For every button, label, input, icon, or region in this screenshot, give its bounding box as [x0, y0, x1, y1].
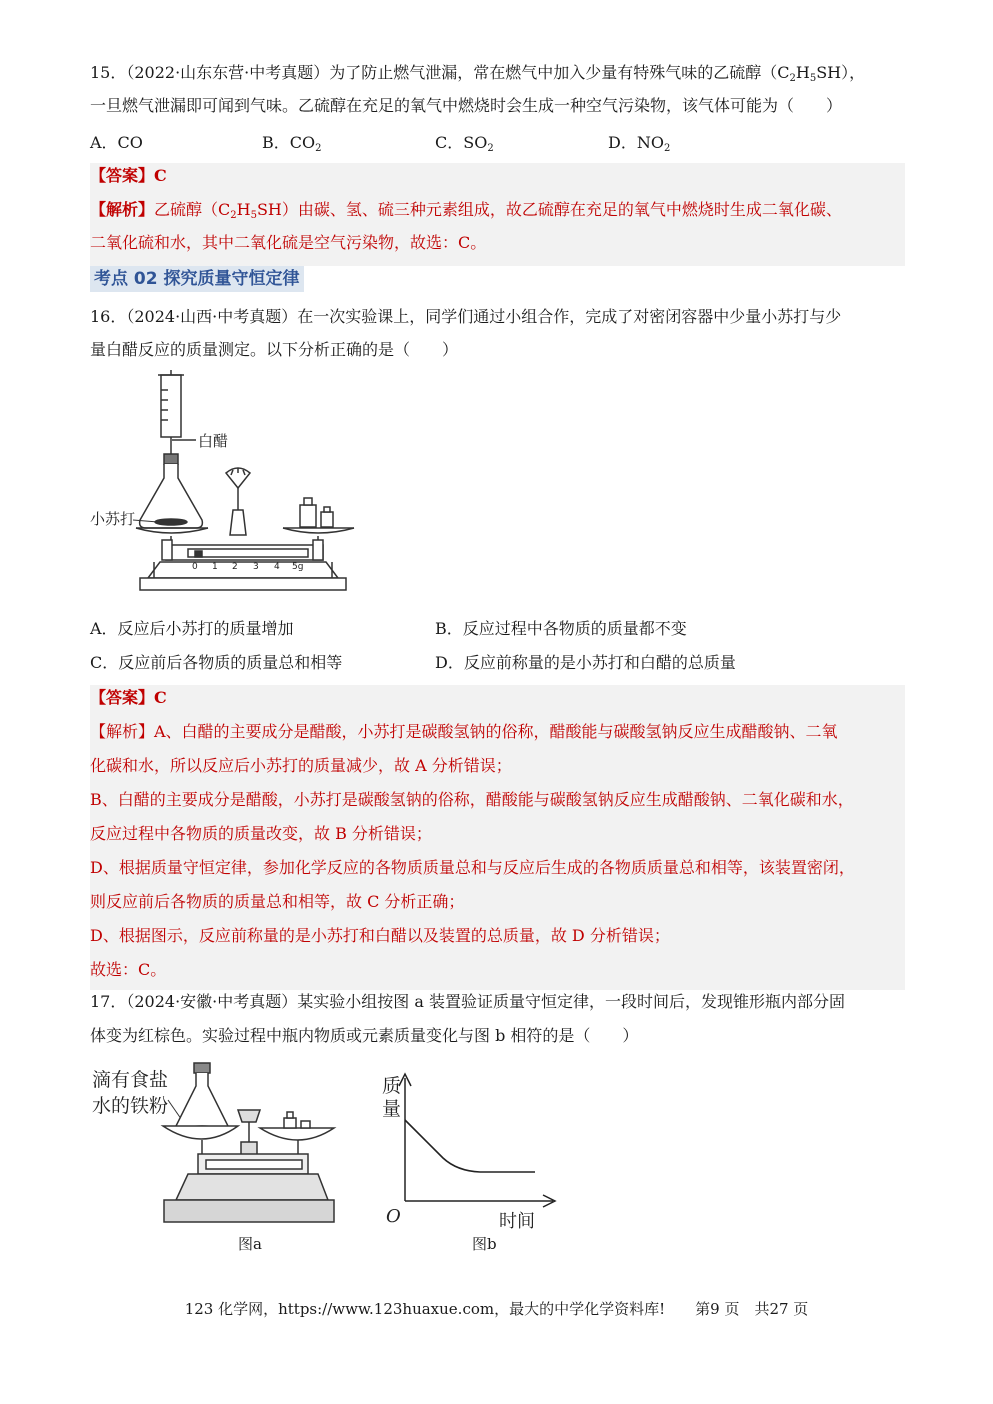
- scale-tick-5g: 5g: [292, 562, 304, 572]
- q17-stem-line2: 体变为红棕色。实验过程中瓶内物质或元素质量变化与图 b 相符的是（ ）: [90, 1026, 639, 1045]
- q15-option-a: A．CO: [90, 133, 143, 152]
- q15-option-d: D．$NO_2$: [608, 133, 671, 154]
- q16-analysis-line6: 则反应前后各物质的质量总和相等，故 C 分析正确；: [90, 892, 465, 911]
- scale-tick-1: 1: [212, 562, 218, 572]
- q15-option-b: B．$CO_2$: [262, 133, 322, 154]
- q15-analysis-line1: 【解析】乙硫醇$(C_2H_5SH)$由碳、氢、硫三种元素组成，故乙硫醇在充足的氧气中燃烧时生成二氧化碳、: [90, 200, 842, 221]
- q16-stem-line1: 16．（2024·山西·中考真题）在一次实验课上，同学们通过小组合作，完成了对密闭容器中少量小苏打与少: [90, 307, 842, 326]
- label-baking-soda: 小苏打: [90, 510, 136, 528]
- q16-option-d: D．反应前称量的是小苏打和白醋的总质量: [435, 653, 736, 672]
- page-footer: 123 化学网，https://www.123huaxue.com，最大的中学化学资料库! 第9 页 共27 页: [184, 1300, 809, 1318]
- q15-analysis-line2: 二氧化硫和水，其中二氧化硫是空气污染物，故选：C。: [90, 233, 487, 252]
- q15-answer: 【答案】C: [90, 166, 167, 185]
- q17-figure-a: [88, 1060, 338, 1230]
- q15-stem-line2: 一旦燃气泄漏即可闻到气味。乙硫醇在充足的氧气中燃烧时会生成一种空气污染物，该气体可能为（ ）: [90, 96, 843, 115]
- q16-analysis-line5: D、根据质量守恒定律，参加化学反应的各物质质量总和与反应后生成的各物质质量总和相等，该装置密闭，: [90, 858, 855, 877]
- q16-analysis-line7: D、根据图示，反应前称量的是小苏打和白醋以及装置的总质量，故 D 分析错误；: [90, 926, 670, 945]
- q15-answer-box: [90, 163, 905, 266]
- q15-stem-line1: 15．（2022·山东东营·中考真题）为了防止燃气泄漏，常在燃气中加入少量有特殊气味的乙硫醇$(C_2H_5SH)$，: [90, 63, 866, 84]
- q16-analysis-line3: B、白醋的主要成分是醋酸，小苏打是碳酸氢钠的俗称，醋酸能与碳酸氢钠反应生成醋酸钠、二氧化碳和水，: [90, 790, 854, 809]
- q16-analysis-line2: 化碳和水，所以反应后小苏打的质量减少，故 A 分析错误；: [90, 756, 512, 775]
- q17-figure-b: [375, 1068, 565, 1233]
- q15-option-c: C．$SO_2$: [435, 133, 494, 154]
- q16-answer-box: [90, 685, 905, 990]
- fig-a-label-line2: 水的铁粉: [92, 1095, 169, 1117]
- label-vinegar: 白醋: [198, 432, 229, 450]
- scale-tick-2: 2: [232, 562, 238, 572]
- fig-a-label-line1: 滴有食盐: [92, 1069, 169, 1091]
- q16-analysis-line4: 反应过程中各物质的质量改变，故 B 分析错误；: [90, 824, 432, 843]
- q16-option-a: A．反应后小苏打的质量增加: [90, 619, 294, 638]
- q16-answer: 【答案】C: [90, 688, 167, 707]
- q16-balance-figure: [88, 370, 363, 610]
- q16-stem-line2: 量白醋反应的质量测定。以下分析正确的是（ ）: [90, 340, 459, 359]
- q16-analysis-line8: 故选：C。: [90, 960, 167, 979]
- mass-curve: [405, 1120, 535, 1172]
- fig-b-caption: 图b: [472, 1235, 497, 1253]
- fig-b-origin: O: [386, 1206, 401, 1227]
- fig-b-ylabel-1: 质: [382, 1075, 402, 1097]
- scale-tick-0: 0: [192, 562, 198, 572]
- section-heading: 考点 02 探究质量守恒定律: [90, 266, 304, 292]
- q16-analysis-line1: 【解析】A、白醋的主要成分是醋酸，小苏打是碳酸氢钠的俗称，醋酸能与碳酸氢钠反应生成醋酸钠、二氧: [90, 722, 838, 741]
- q16-option-c: C．反应前后各物质的质量总和相等: [90, 653, 343, 672]
- scale-tick-3: 3: [253, 562, 259, 572]
- fig-a-caption: 图a: [238, 1235, 262, 1253]
- fig-b-ylabel-2: 量: [382, 1098, 402, 1120]
- q17-stem-line1: 17．（2024·安徽·中考真题）某实验小组按图 a 装置验证质量守恒定律，一段时间后，发现锥形瓶内部分固: [90, 992, 845, 1011]
- scale-tick-4: 4: [274, 562, 280, 572]
- fig-b-xlabel: 时间: [499, 1211, 535, 1232]
- q16-option-b: B．反应过程中各物质的质量都不变: [435, 619, 687, 638]
